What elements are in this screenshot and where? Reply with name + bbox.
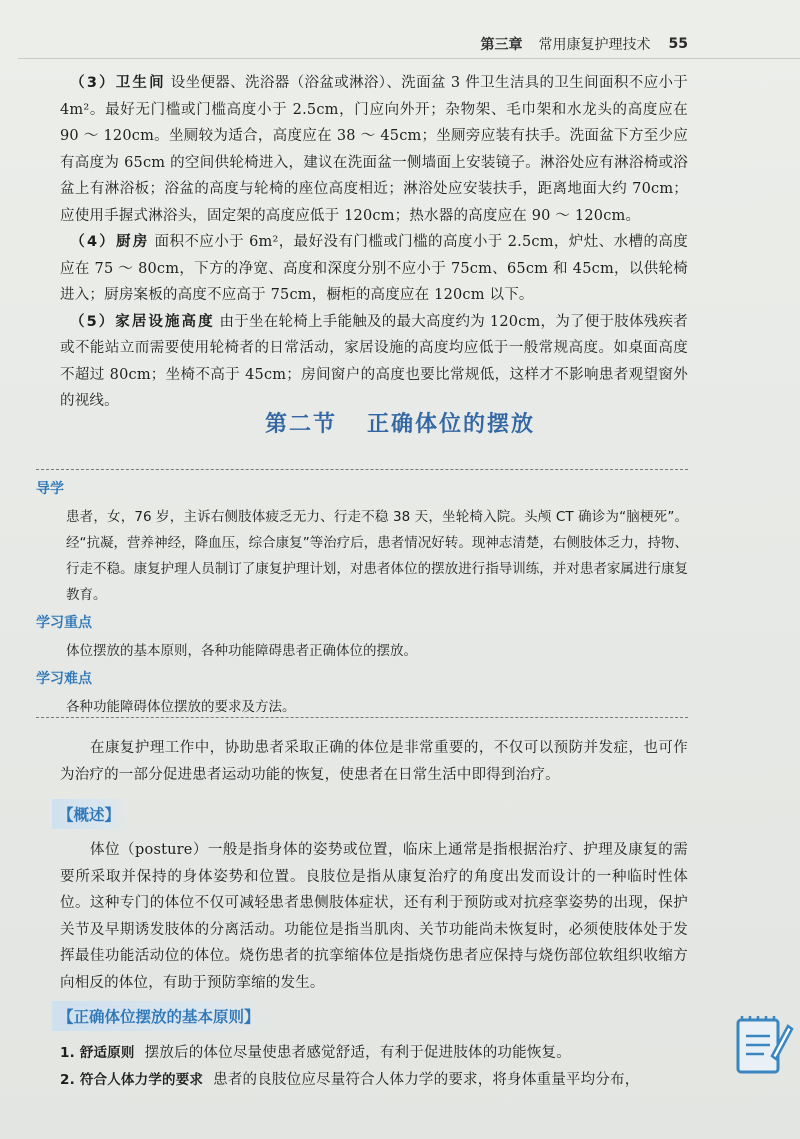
principle-item: [60, 1067, 688, 1094]
kitchen-label: （4）厨房: [70, 234, 150, 250]
lead-box-top-border: [36, 469, 688, 470]
intro-after: 在康复护理工作中，协助患者采取正确的体位是非常重要的，不仅可以预防并发症，也可作为治疗的一部分促进患者运动功能的恢复，使患者在日常生活中即得到治疗。: [60, 740, 688, 783]
lead-box: [36, 478, 688, 724]
paragraph-bathroom: [60, 70, 688, 229]
notebook-pencil-icon: [734, 1012, 794, 1078]
overview-text: 体位（posture）一般是指身体的姿势或位置，临床上通常是指根据治疗、护理及康复的需要所采取并保持的身体姿势和位置。良肢位是指从康复治疗的角度出发而设计的一种临时性体位。这种专门的体位不仅可减轻患者患侧肢体症状，还有利于预防或对抗痉挛姿势的出现，保护关节及早期诱发肢体的分离活动。功能位是指当肌肉、关节功能尚未恢复时，必须使肢体处于发挥最佳功能活动位的体位。烧伤患者的抗挛缩体位是指烧伤患者应保持与烧伤部位软组织收缩方向相反的体位，有助于预防挛缩的发生。: [60, 842, 688, 991]
overview-heading: 【概述】: [52, 799, 130, 829]
header-rule: [18, 58, 800, 59]
guide-text: 患者，女，76 岁，主诉右侧肢体疲乏无力、行走不稳 38 天，坐轮椅入院。头颅 CT 确诊为“脑梗死”。经“抗凝，营养神经，降血压，综合康复”等治疗后，患者情况好转。现神志清楚，右侧肢体乏力，持物、行走不稳。康复护理人员制订了康复护理计划，对患者体位的摆放进行指导训练，并对患者家属进行康复教育。: [66, 509, 688, 603]
chapter-title: 常用康复护理技术: [538, 37, 651, 53]
principles-list: [60, 1040, 688, 1093]
key-points-text: 体位摆放的基本原则，各种功能障碍患者正确体位的摆放。: [66, 643, 417, 659]
page-number: 55: [668, 36, 688, 52]
principles-heading: 【正确体位摆放的基本原则】: [52, 1001, 270, 1031]
difficult-points-label: 学习难点: [36, 671, 92, 687]
furniture-label: （5）家居设施高度: [70, 313, 215, 330]
paragraph-furniture: [60, 309, 688, 415]
section-number: 第二节: [264, 412, 337, 437]
running-header: [481, 34, 688, 54]
principle-label: 1. 舒适原则: [60, 1045, 135, 1061]
bathroom-label: （3）卫生间: [70, 75, 166, 91]
kitchen-text: 面积不应小于 6m²，最好没有门槛或门槛的高度小于 2.5cm，炉灶、水槽的高度应在 75 ～ 80cm，下方的净宽、高度和深度分别不应小于 75cm、65cm 和 45cm，以供轮椅进入；厨房案板的高度不应高于 75cm，橱柜的高度应在 120cm 以下。: [60, 234, 689, 303]
chapter-number: 第三章: [480, 37, 523, 53]
intro-paragraphs: [60, 70, 688, 415]
key-points-label: 学习重点: [36, 615, 92, 631]
section-title: 正确体位的摆放: [367, 412, 536, 437]
principle-text: 患者的良肢位应尽量符合人体力学的要求，将身体重量平均分布，: [213, 1071, 640, 1088]
section-heading: [0, 407, 800, 438]
difficult-points-text: 各种功能障碍体位摆放的要求及方法。: [66, 699, 296, 715]
principle-item: [60, 1040, 688, 1067]
principle-text: 摆放后的体位尽量使患者感觉舒适，有利于促进肢体的功能恢复。: [144, 1045, 571, 1061]
guide-label: 导学: [36, 481, 64, 497]
furniture-text: 由于坐在轮椅上手能触及的最大高度约为 120cm，为了便于肢体残疾者或不能站立而需要使用轮椅者的日常活动，家居设施的高度均应低于一般常规高度。如桌面高度不超过 80cm；坐椅不高于 45cm；房间窗户的高度也要比常规低，这样才不影响患者观望窗外的视线。: [60, 313, 689, 409]
lead-box-bottom-border: [36, 717, 688, 718]
bathroom-text: 设坐便器、洗浴器（浴盆或淋浴）、洗面盆 3 件卫生洁具的卫生间面积不应小于 4m²。最好无门槛或门槛高度小于 2.5cm，门应向外开；杂物架、毛巾架和水龙头的高度应在 90 ～ 120cm。坐厕较为适合，高度应在 38 ～ 45cm；坐厕旁应装有扶手。洗面盆下方至少应有高度为 65cm 的空间供轮椅进入，建议在洗面盆一侧墙面上安装镜子。淋浴处应有淋浴椅或浴盆上有淋浴板；浴盆的高度与轮椅的座位高度相近；淋浴处应安装扶手，距离地面大约 70cm；应使用手握式淋浴头，固定架的高度应低于 120cm；热水器的高度应在 90 ～ 120cm。: [60, 75, 689, 224]
principle-label: 2. 符合人体力学的要求: [60, 1071, 204, 1088]
paragraph-kitchen: [60, 229, 688, 309]
